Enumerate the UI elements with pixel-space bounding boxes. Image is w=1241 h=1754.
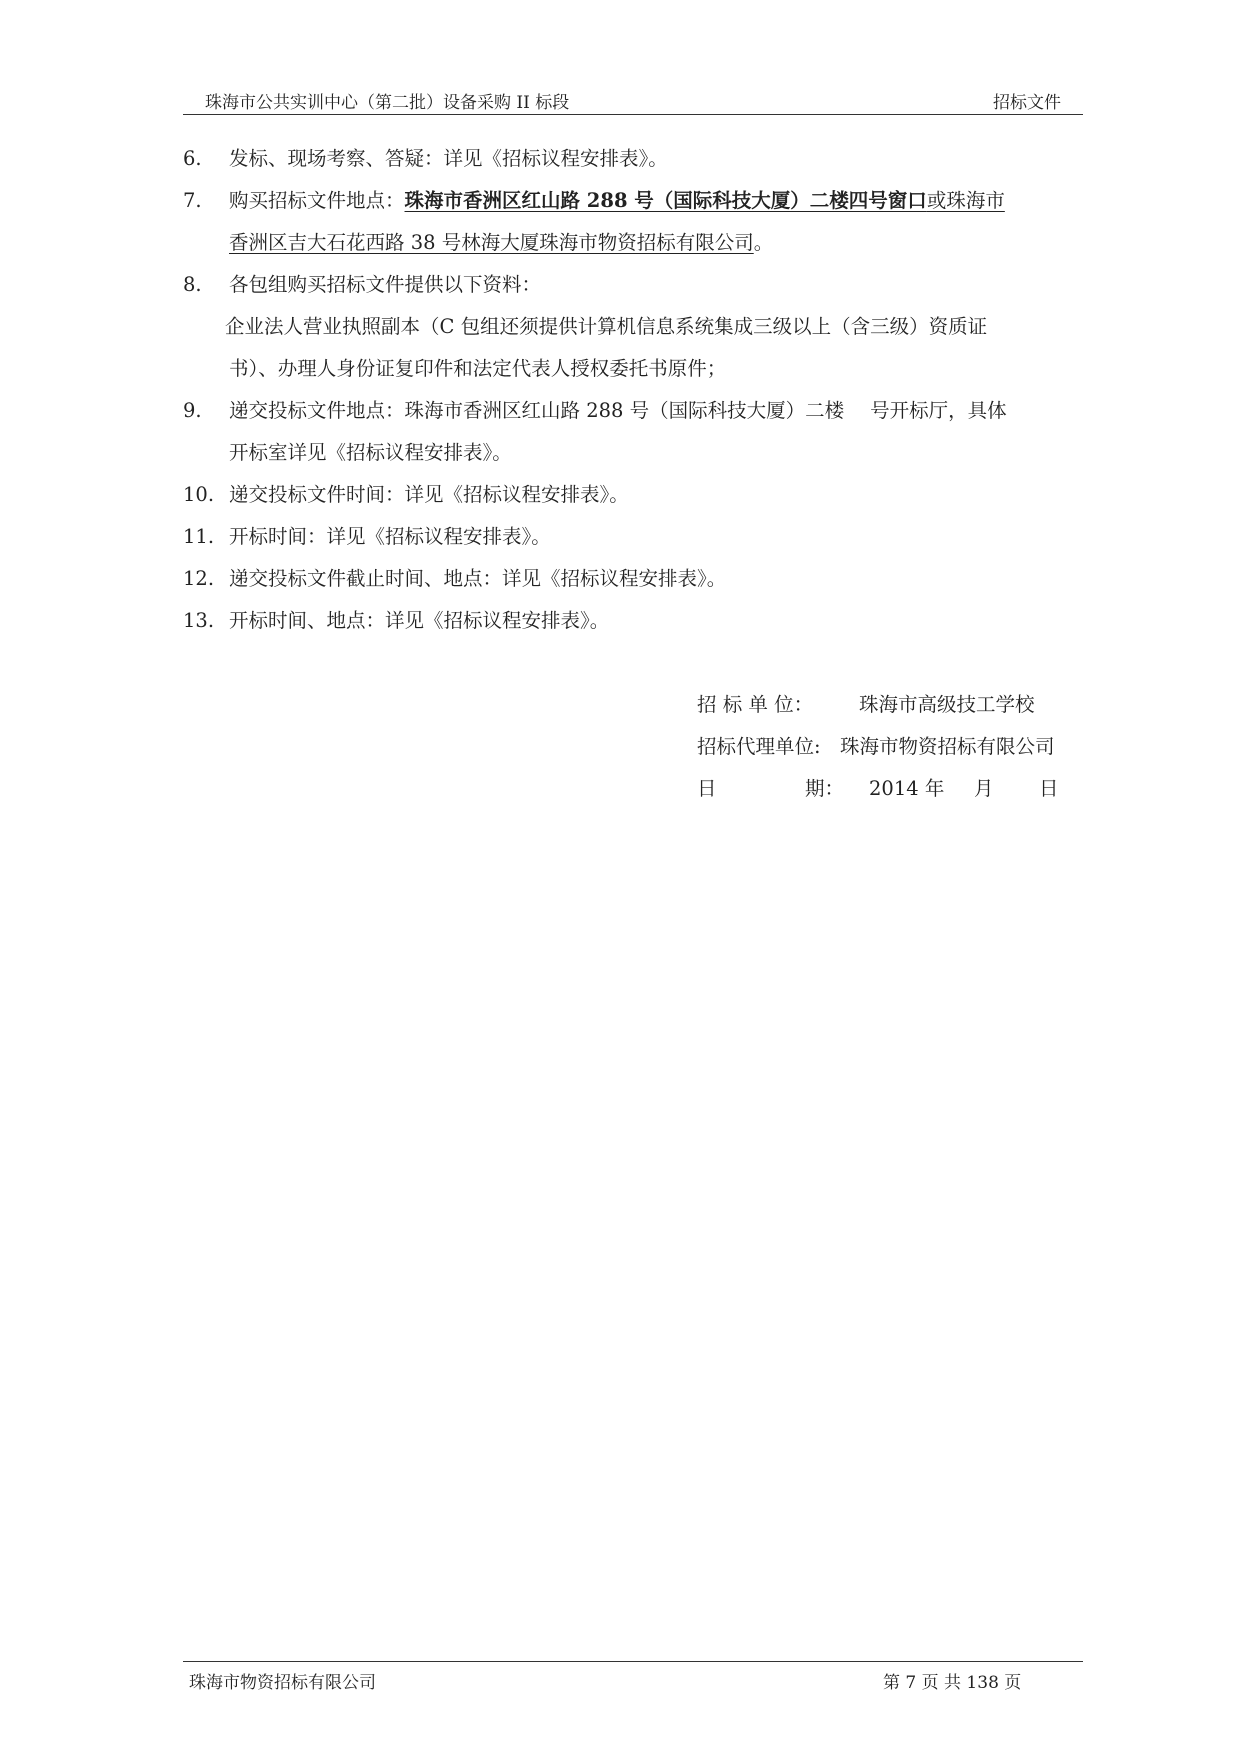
list-item	[183, 144, 1083, 186]
required-documents-cont: 书）、办理人身份证复印件和法定代表人授权委托书原件；	[229, 357, 727, 380]
page-number: 第 7 页 共 138 页	[883, 1673, 1022, 1693]
list-item-continuation	[183, 312, 1083, 354]
date-year: 2014 年	[869, 777, 945, 800]
item-number: 6.	[183, 147, 202, 170]
item-text: 发标、现场考察、答疑：详见《招标议程安排表》。	[229, 147, 668, 170]
item-number: 13.	[183, 609, 215, 632]
item-text: 递交投标文件时间：详见《招标议程安排表》。	[229, 483, 629, 506]
item-number: 12.	[183, 567, 215, 590]
list-item	[183, 522, 1083, 564]
list-item	[183, 396, 1083, 438]
location-connector: 或珠海市	[926, 189, 1005, 212]
item-text: 开标时间：详见《招标议程安排表》。	[229, 525, 551, 548]
item-text	[229, 186, 1005, 216]
list-item-continuation	[183, 354, 1083, 396]
date-label-suffix: 期：	[805, 777, 845, 800]
list-item	[183, 606, 1083, 648]
page-header	[183, 86, 1083, 115]
alternate-location: 香洲区吉大石花西路 38 号林海大厦珠海市物资招标有限公司	[229, 231, 754, 254]
required-documents: 企业法人营业执照副本（C 包组还须提供计算机信息系统集成三级以上（含三级）资质证	[225, 315, 988, 338]
tenderer-label: 招 标 单 位：	[697, 693, 814, 716]
header-doc-type: 招标文件	[993, 93, 1061, 113]
item-text: 开标时间、地点：详见《招标议程安排表》。	[229, 609, 610, 632]
header-title: 珠海市公共实训中心（第二批）设备采购 II 标段	[205, 93, 570, 113]
item-prefix: 购买招标文件地点：	[229, 189, 405, 212]
page-footer	[183, 1661, 1083, 1692]
item-text: 各包组购买招标文件提供以下资料：	[229, 273, 542, 296]
agent-value: 珠海市物资招标有限公司	[840, 735, 1055, 758]
list-item	[183, 480, 1083, 522]
list-item	[183, 186, 1083, 228]
date-month: 月	[974, 777, 994, 800]
list-item	[183, 564, 1083, 606]
list-item-continuation	[183, 438, 1083, 480]
item-number: 7.	[183, 189, 202, 212]
item-number: 9.	[183, 399, 202, 422]
item-text-cont: 开标室详见《招标议程安排表》。	[229, 441, 512, 464]
item-number: 11.	[183, 525, 215, 548]
item-text: 递交投标文件地点：珠海市香洲区红山路 288 号（国际科技大厦）二楼 号开标厅，具体	[229, 399, 1007, 422]
document-body	[183, 144, 1083, 648]
tenderer-value: 珠海市高级技工学校	[859, 693, 1035, 716]
footer-company: 珠海市物资招标有限公司	[189, 1673, 376, 1693]
item-number: 10.	[183, 483, 215, 506]
line-end: 。	[753, 231, 774, 254]
date-label: 日	[697, 777, 717, 800]
item-number: 8.	[183, 273, 202, 296]
list-item-continuation	[183, 228, 1083, 270]
date-day: 日	[1039, 777, 1059, 800]
agent-label: 招标代理单位:	[697, 735, 821, 758]
purchase-location: 珠海市香洲区红山路 288 号（国际科技大厦）二楼四号窗口	[404, 189, 927, 212]
item-text: 递交投标文件截止时间、地点：详见《招标议程安排表》。	[229, 567, 727, 590]
list-item	[183, 270, 1083, 312]
